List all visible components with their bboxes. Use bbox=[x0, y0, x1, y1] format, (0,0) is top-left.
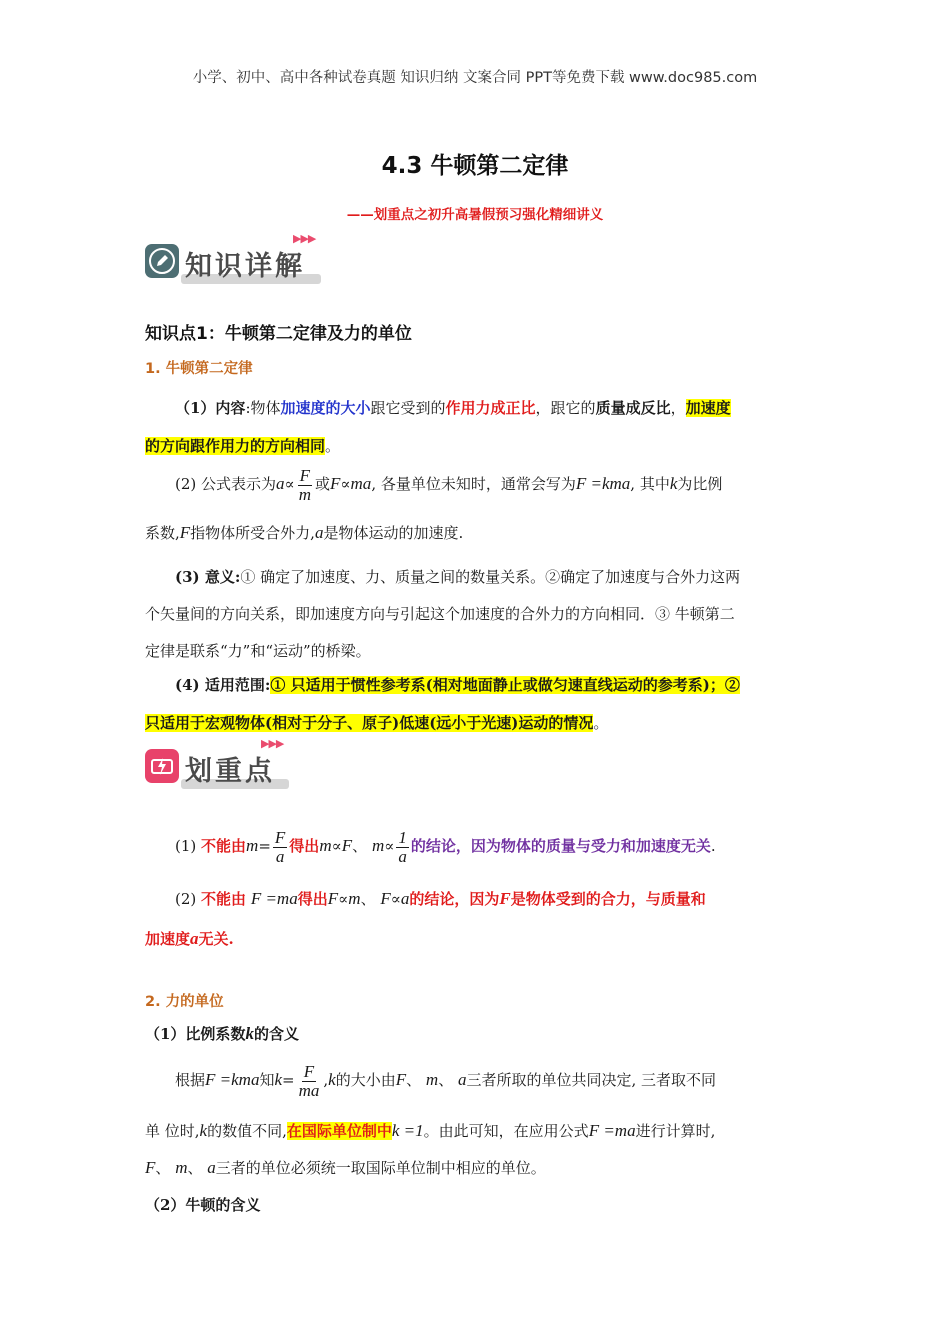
section-heading-newton: 1. 牛顿第二定律 bbox=[145, 361, 253, 377]
paragraph-scope: (4) 适用范围:① 只适用于惯性参考系(相对地面静止或做匀速直线运动的参考系)；② 只适用于宏观物体(相对于分子、原子)低速(远小于光速)运动的情况。 bbox=[145, 676, 740, 732]
section-banner-keypoints bbox=[145, 737, 295, 791]
paragraph-coefficient-2: 单 位时,k的数值不同,在国际单位制中k =1。由此可知，在应用公式F =ma进行计算时, bbox=[145, 1121, 716, 1140]
triangle-arrows-icon: ▶▶▶ bbox=[261, 737, 284, 750]
page-subtitle: ——划重点之初升高暑假预习强化精细讲义 bbox=[346, 207, 604, 223]
section-banner-knowledge bbox=[145, 232, 325, 286]
paragraph-significance: (3) 意义:① 确定了加速度、力、质量之间的数量关系。②确定了加速度与合外力这两 个矢量间的方向关系，即加速度方向与引起这个加速度的合外力的方向相同．③ 牛顿第二 定律是联系“力”和“运动”的桥梁。 bbox=[145, 568, 741, 660]
subheading-newton-unit: （2）牛顿的含义 bbox=[145, 1196, 261, 1214]
pencil-icon bbox=[145, 244, 179, 278]
banner-knowledge-label: 知识详解 bbox=[185, 251, 305, 282]
page-title: 4.3 牛顿第二定律 bbox=[381, 153, 569, 179]
knowledge-point-heading: 知识点1：牛顿第二定律及力的单位 bbox=[145, 324, 412, 344]
section-heading-units: 2. 力的单位 bbox=[145, 994, 224, 1010]
subheading-coefficient: （1）比例系数k的含义 bbox=[145, 1024, 299, 1043]
paragraph-formula: (2) 公式表示为a∝ $\frac{F}{m}$ 或F∝ma, 各量单位未知时，通常会写为F =kma, 其中k为比例 bbox=[175, 465, 723, 504]
paragraph-coefficient-1: 根据F =kma知k= $\frac{F}{ma}$ ,k的大小由F、 m、 a三者所取的单位共同决定, 三者取不同 bbox=[175, 1061, 717, 1100]
keypoint-2: (2) 不能由 F =ma得出F∝m、 F∝a的结论，因为F是物体受到的合力，与质量和 加速度a无关. bbox=[145, 889, 706, 948]
keypoint-1: (1) 不能由m= $\frac{F}{a}$ 得出m∝F、 m∝ $\frac{1}{a}$ 的结论，因为物体的质量与受力和加速度无关. bbox=[175, 827, 716, 866]
paragraph-formula-cont: 系数,F指物体所受合外力,a是物体运动的加速度. bbox=[145, 523, 464, 542]
lightning-icon bbox=[145, 749, 179, 783]
page-header: 小学、初中、高中各种试卷真题 知识归纳 文案合同 PPT等免费下载 www.doc985.com bbox=[192, 70, 758, 86]
paragraph-coefficient-3: F、 m、 a三者的单位必须统一取国际单位制中相应的单位。 bbox=[145, 1158, 546, 1177]
triangle-arrows-icon: ▶▶▶ bbox=[293, 232, 316, 245]
banner-keypoints-label: 划重点 bbox=[185, 756, 275, 787]
paragraph-content: （1）内容:物体加速度的大小跟它受到的作用力成正比，跟它的质量成反比，加速度 的方向跟作用力的方向相同。 bbox=[145, 399, 731, 455]
